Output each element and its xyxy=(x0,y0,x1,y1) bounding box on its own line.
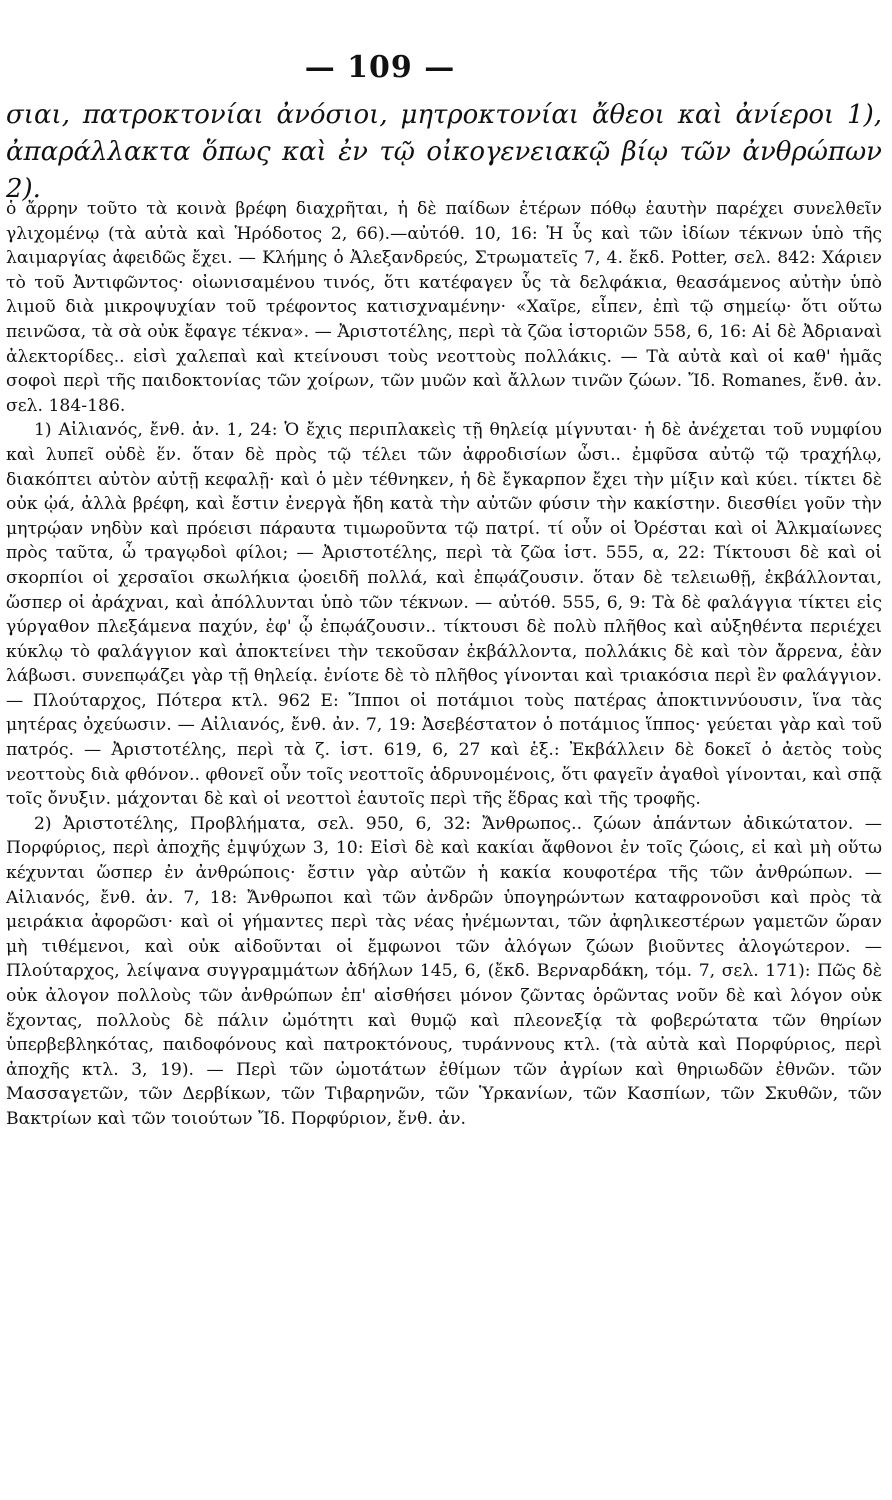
main-text-block xyxy=(6,97,882,208)
footnote-2: 2) Ἀριστοτέλης, Προβλήματα, σελ. 950, 6, 32: Ἄνθρωπος.. ζώων ἁπάντων ἀδικώτατον. — Πορφύριος, περὶ ἀποχῆς ἐμψύχων 3, 10: Εἰσὶ δὲ καὶ κακίαι ἄφθονοι ἐν τοῖς ζώοις, εἰ καὶ μὴ οὕτω κέχυνται ὥσπερ ἐν ἀνθρώποις· ἔστιν γὰρ αὐτῶν ἡ κακία κουφοτέρα τῆς τῶν ἀνθρώπων. — Αἰλιανός, ἔνθ. ἀν. 7, 18: Ἄνθρωποι καὶ τῶν ἀνδρῶν ὑπογηρώντων καταφρονοῦσι καὶ πρὸς τὰ μειράκια ἀφορῶσι· καὶ οἱ γήμαντες περὶ τὰς νέας ἠνέμωνται, τῶν ἀφηλικεστέρων γαμετῶν ὥραν μὴ τιθέμενοι, καὶ οὐκ αἰδοῦνται οἱ ἔμφωνοι τῶν ἀλόγων ζώων βιοῦντες ἀλογώτερον. — Πλούταρχος, λείψανα συγγραμμάτων ἀδήλων 145, 6, (ἔκδ. Βερναρδάκη, τόμ. 7, σελ. 171): Πῶς δὲ οὐκ ἀλογον πολλοὺς τῶν ἀνθρώπων ἐπ' αἰσθήσει μόνον ζῶντας ὁρῶντας νοῦν δὲ καὶ λόγον οὐκ ἔχοντας, πολλοὺς δὲ πάλιν ὠμότητι καὶ θυμῷ καὶ πλεονεξίᾳ τὰ φοβερώτατα τῶν θηρίων ὑπερβεβληκότας, παιδοφόνους καὶ πατροκτόνους, τυράννους κτλ. (τὰ αὐτὰ καὶ Πορφύριος, περὶ ἀποχῆς κτλ. 3, 19). — Περὶ τῶν ὠμοτάτων ἐθίμων τῶν ἀγρίων καὶ θηριωδῶν ἐθνῶν. τῶν Μασσαγετῶν, τῶν Δερβίκων, τῶν Τιβαρηνῶν, τῶν Ὑρκανίων, τῶν Κασπίων, τῶν Σκυθῶν, τῶν Βακτρίων καὶ τῶν τοιούτων Ἴδ. Πορφύριον, ἔνθ. ἀν. xyxy=(6,813,882,1129)
page-number: — 109 — xyxy=(304,50,456,85)
footnote-1: 1) Αἰλιανός, ἔνθ. ἀν. 1, 24: Ὁ ἔχις περιπλακεὶς τῇ θηλείᾳ μίγνυται· ἡ δὲ ἀνέχεται τοῦ νυμφίου καὶ λυπεῖ οὐδὲ ἕν. ὅταν δὲ πρὸς τῷ τέλει τῶν ἀφροδισίων ὦσι.. ἐμφῦσα αὐτῷ τῷ τραχήλῳ, διακόπτει αὐτὸν αὐτῇ κεφαλῇ· καὶ ὁ μὲν τέθνηκεν, ἡ δὲ ἔγκαρπον ἔχει τὴν μίξιν καὶ κύει. τίκτει δὲ οὐκ ᾠά, ἀλλὰ βρέφη, καὶ ἔστιν ἐνεργὰ ἤδη κατὰ τὴν αὐτῶν φύσιν τὴν κακίστην. διεσθίει γοῦν τὴν μητρῴαν νηδὺν καὶ πρόεισι πάραυτα τιμωροῦντα τῷ πατρί. τί οὖν οἱ Ὀρέσται καὶ οἱ Ἀλκμαίωνες πρὸς ταῦτα, ὦ τραγῳδοὶ φίλοι; — Ἀριστοτέλης, περὶ τὰ ζῶα ἱστ. 555, α, 22: Τίκτουσι δὲ καὶ οἱ σκορπίοι οἱ χερσαῖοι σκωλήκια ᾠοειδῆ πολλά, καὶ ἐπῳάζουσιν. ὅταν δὲ τελειωθῇ, ἐκβάλλονται, ὥσπερ οἱ ἀράχναι, καὶ ἀπόλλυνται ὑπὸ τῶν τέκνων. — αὐτόθ. 555, 6, 9: Τὰ δὲ φαλάγγια τίκτει εἰς γύργαθον πλεξάμενα παχύν, ἐφ' ᾧ ἐπῳάζουσιν.. τίκτουσι δὲ πολὺ πλῆθος καὶ αὐξηθέντα περιέχει κύκλῳ τὸ φαλάγγιον καὶ ἀποκτείνει τὴν τεκοῦσαν ἐκβάλλοντα, πολλάκις δὲ καὶ τὸν ἄρρενα, ἐὰν λάβωσι. συνεπῳάζει γὰρ τῇ θηλείᾳ. ἐνίοτε δὲ τὸ πλῆθος γίνονται καὶ τριακόσια περὶ ἓν φαλάγγιον. — Πλούταρχος, Πότερα κτλ. 962 Ε: Ἵπποι οἱ ποτάμιοι τοὺς πατέρας ἀποκτιννύουσιν, ἵνα τὰς μητέρας ὀχεύωσιν. — Αἰλιανός, ἔνθ. ἀν. 7, 19: Ἀσεβέστατον ὁ ποτάμιος ἵππος· γεύεται γὰρ καὶ τοῦ πατρός. — Ἀριστοτέλης, περὶ τὰ ζ. ἱστ. 619, 6, 27 καὶ ἑξ.: Ἐκβάλλειν δὲ δοκεῖ ὁ ἀετὸς τοὺς νεοττοὺς διὰ φθόνον.. φθονεῖ οὖν τοῖς νεοττοῖς ἁδρυνομένοις, ὅτι φαγεῖν ἀγαθοὶ γίνονται, καὶ σπᾷ τοῖς ὄνυξιν. μάχονται δὲ καὶ οἱ νεοττοὶ ἑαυτοῖς περὶ τῆς ἕδρας καὶ τῆς τροφῆς. xyxy=(6,420,882,810)
footnote-continuation: ὁ ἄρρην τοῦτο τὰ κοινὰ βρέφη διαχρῆται, ἡ δὲ παίδων ἑτέρων πόθῳ ἑαυτὴν παρέχει συνελθεῖν γλιχομένῳ (τὰ αὐτὰ καὶ Ἡρόδοτος 2, 66).—αὐτόθ. 10, 16: Ἡ ὗς καὶ τῶν ἰδίων τέκνων ὑπὸ τῆς λαιμαργίας ἀφειδῶς ἔχει. — Κλήμης ὁ Ἀλεξανδρεύς, Στρωματεῖς 7, 4. ἔκδ. Potter, σελ. 842: Χάριεν τὸ τοῦ Ἀντιφῶντος· οἰωνισαμένου τινός, ὅτι κατέφαγεν ὗς τὰ δελφάκια, θεασάμενος αὐτὴν ὑπὸ λιμοῦ διὰ μικροψυχίαν τοῦ τρέφοντος κατισχναμένην· «Χαῖρε, εἶπεν, ἐπὶ τῷ σημείῳ· ὅτι οὕτω πεινῶσα, τὰ σὰ οὐκ ἔφαγε τέκνα». — Ἀριστοτέλης, περὶ τὰ ζῶα ἱστοριῶν 558, 6, 16: Αἱ δὲ Ἀδριαναὶ ἀλεκτορίδες.. εἰσὶ χαλεπαὶ καὶ κτείνουσι τοὺς νεοττοὺς πολλάκις. — Τὰ αὐτὰ καὶ οἱ καθ' ἡμᾶς σοφοὶ περὶ τῆς παιδοκτονίας τῶν χοίρων, τῶν μυῶν καὶ ἄλλων τινῶν ζώων. Ἴδ. Romanes, ἔνθ. ἀν. σελ. 184-186. xyxy=(6,199,882,416)
footnotes-block xyxy=(6,197,882,1132)
main-paragraph: σιαι, πατροκτονίαι ἀνόσιοι, μητροκτονίαι ἄθεοι καὶ ἀνίεροι 1), ἀπαράλλακτα ὅπως καὶ ἐν τῷ οἰκογενειακῷ βίῳ τῶν ἀνθρώπων 2). xyxy=(6,100,882,204)
